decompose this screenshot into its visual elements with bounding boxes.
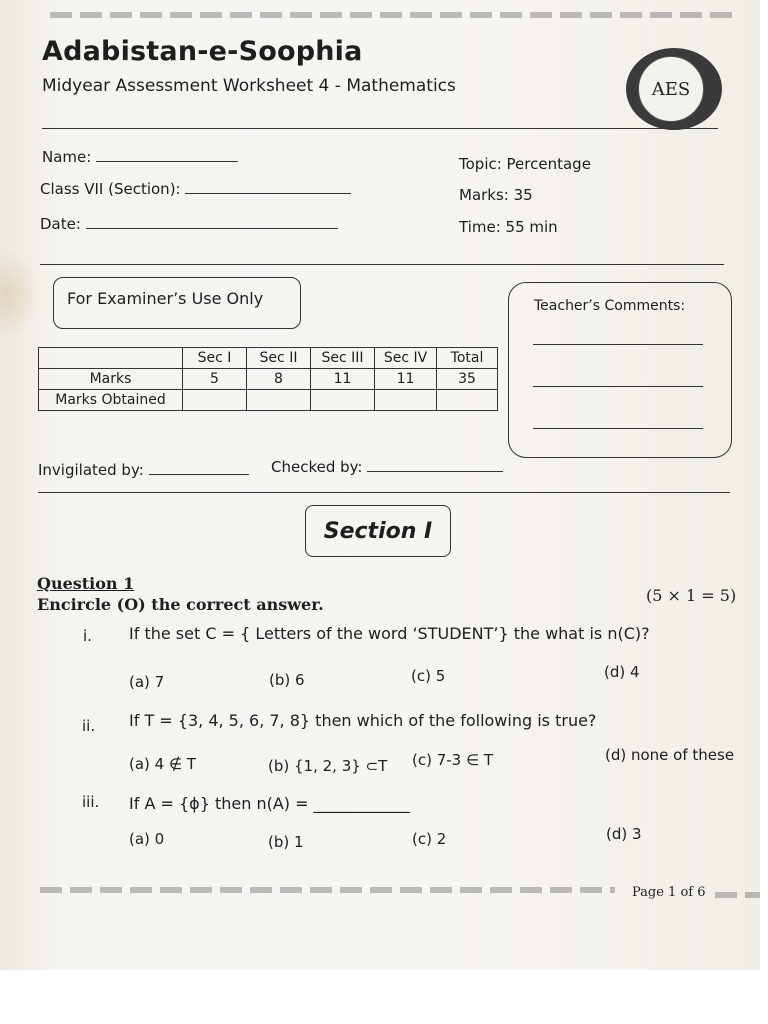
section-title bbox=[305, 505, 451, 557]
marks-text: Marks: 35 bbox=[459, 186, 533, 204]
topic-text: Topic: Percentage bbox=[459, 155, 591, 173]
table-cell: 11 bbox=[375, 369, 437, 390]
table-header-cell: Sec IV bbox=[375, 348, 437, 369]
comment-line-3[interactable] bbox=[533, 428, 703, 429]
option-c[interactable]: (c) 7-3 ∈ T bbox=[412, 751, 493, 769]
option-a[interactable]: (a) 7 bbox=[129, 673, 165, 691]
worksheet-subtitle: Midyear Assessment Worksheet 4 - Mathematics bbox=[42, 76, 456, 96]
question-number: i. bbox=[83, 627, 92, 645]
marks-table bbox=[38, 347, 498, 411]
examiner-title: For Examiner’s Use Only bbox=[67, 289, 264, 308]
option-c[interactable]: (c) 2 bbox=[412, 830, 447, 848]
school-logo bbox=[626, 48, 722, 130]
question-text: If A = {ϕ} then n(A) = ____________ bbox=[129, 794, 410, 813]
logo-text: AES bbox=[651, 78, 691, 100]
header-divider bbox=[42, 128, 718, 129]
question-title: Question 1 bbox=[37, 574, 135, 593]
option-d[interactable]: (d) 3 bbox=[606, 825, 642, 843]
option-b[interactable]: (b) 6 bbox=[269, 671, 305, 689]
table-row bbox=[39, 390, 498, 411]
bottom-dash-border-right bbox=[715, 892, 760, 898]
checked-blank[interactable] bbox=[367, 457, 503, 472]
table-cell: 5 bbox=[183, 369, 247, 390]
comment-line-1[interactable] bbox=[533, 344, 703, 345]
option-a[interactable]: (a) 0 bbox=[129, 830, 165, 848]
marks-obtained-cell[interactable] bbox=[375, 390, 437, 411]
invigilated-blank[interactable] bbox=[149, 460, 249, 475]
option-c[interactable]: (c) 5 bbox=[411, 667, 446, 685]
marks-obtained-cell[interactable] bbox=[247, 390, 311, 411]
checked-row bbox=[271, 457, 503, 476]
table-header-cell: Sec II bbox=[247, 348, 311, 369]
school-name: Adabistan-e-Soophia bbox=[42, 36, 363, 67]
marks-obtained-cell[interactable] bbox=[311, 390, 375, 411]
option-a[interactable]: (a) 4 ∉ T bbox=[129, 755, 196, 773]
table-header-cell: Sec III bbox=[311, 348, 375, 369]
option-b[interactable]: (b) 1 bbox=[268, 833, 304, 851]
table-header-cell: Total bbox=[437, 348, 498, 369]
class-blank[interactable] bbox=[185, 179, 351, 194]
question-text: If the set C = { Letters of the word ‘STUDENT’} the what is n(C)? bbox=[129, 624, 650, 643]
question-number: iii. bbox=[82, 793, 100, 811]
info-divider bbox=[40, 264, 724, 265]
question-instruction: Encircle (O) the correct answer. bbox=[37, 595, 324, 614]
date-row bbox=[40, 214, 338, 233]
teacher-comments-title: Teacher’s Comments: bbox=[534, 298, 686, 314]
bottom-dash-border bbox=[40, 887, 615, 893]
date-label: Date: bbox=[40, 215, 81, 233]
invigilated-label: Invigilated by: bbox=[38, 461, 144, 479]
table-header-cell bbox=[39, 348, 183, 369]
invigilated-row bbox=[38, 460, 249, 479]
table-row bbox=[39, 369, 498, 390]
name-label: Name: bbox=[42, 148, 92, 166]
time-text: Time: 55 min bbox=[459, 218, 558, 236]
marks-obtained-cell[interactable] bbox=[437, 390, 498, 411]
class-row bbox=[40, 179, 351, 198]
logo-emblem bbox=[638, 56, 704, 122]
table-header-row bbox=[39, 348, 498, 369]
name-blank[interactable] bbox=[96, 147, 238, 162]
top-dash-border bbox=[50, 12, 740, 18]
option-b[interactable]: (b) {1, 2, 3} ⊂T bbox=[268, 757, 388, 775]
table-header-cell: Sec I bbox=[183, 348, 247, 369]
page-number: Page 1 of 6 bbox=[632, 885, 706, 900]
comment-line-2[interactable] bbox=[533, 386, 703, 387]
marks-obtained-cell[interactable] bbox=[183, 390, 247, 411]
examiner-divider bbox=[38, 492, 730, 493]
date-blank[interactable] bbox=[86, 214, 338, 229]
question-marks: (5 × 1 = 5) bbox=[646, 586, 737, 605]
option-d[interactable]: (d) none of these bbox=[605, 746, 735, 764]
question-text: If T = {3, 4, 5, 6, 7, 8} then which of the following is true? bbox=[129, 711, 597, 730]
section-title-text: Section I bbox=[323, 518, 433, 544]
table-cell: 35 bbox=[437, 369, 498, 390]
class-label: Class VII (Section): bbox=[40, 180, 181, 198]
checked-label: Checked by: bbox=[271, 458, 363, 476]
paper-stain bbox=[0, 250, 40, 340]
table-cell: 11 bbox=[311, 369, 375, 390]
table-cell: Marks Obtained bbox=[39, 390, 183, 411]
name-row bbox=[42, 147, 238, 166]
table-cell: 8 bbox=[247, 369, 311, 390]
option-d[interactable]: (d) 4 bbox=[604, 663, 640, 681]
table-cell: Marks bbox=[39, 369, 183, 390]
question-number: ii. bbox=[82, 717, 96, 735]
